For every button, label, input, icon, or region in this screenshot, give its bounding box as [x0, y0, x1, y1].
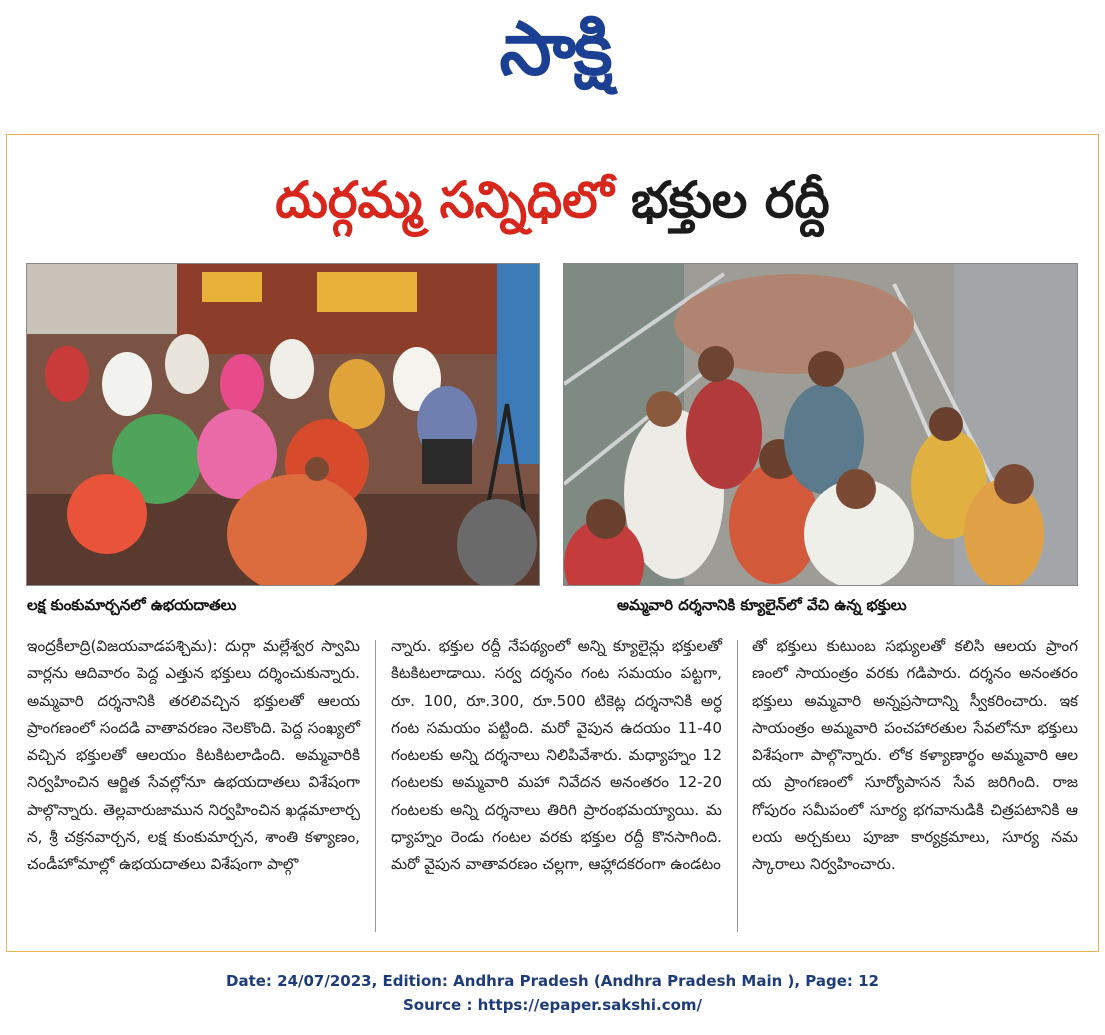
photo-caption-right: అమ్మవారి దర్శనానికి క్యూలైన్‌లో వేచి ఉన్న భక్తులు [617, 596, 907, 614]
footer-edition-info: Date: 24/07/2023, Edition: Andhra Pradesh (Andhra Pradesh Main ), Page: 12 [226, 972, 879, 990]
column-divider [375, 640, 376, 932]
article-column-2: న్నారు. భక్తుల రద్దీ నేపథ్యంలో అన్ని క్యూలైన్లు భక్తులతో కిటకిటలాడాయి. సర్వ దర్శనం గంట సమయం పట్టగా, రూ. 100, రూ.300, రూ.500 టికెట్ల దర్శనానికి అర్ధగంట సమయం పట్టింది. మరో వైపున ఉదయం 11-40 గంటలకు అన్ని దర్శనాలు నిలిపివేశారు. మధ్యాహ్నం 12 గంటలకు అమ్మవారి మహా నివేదన అనంతరం 12-20 గంటలకు అన్ని దర్శనాలు తిరిగి ప్రారంభమయ్యాయి. మధ్యాహ్నం రెండు గంటల వరకు భక్తుల రద్దీ కొనసాగింది. మరో వైపున వాతావరణం చల్లగా, ఆహ్లాదకరంగా ఉండటం [391, 637, 722, 874]
sakshi-logo: సాక్షి [499, 5, 611, 92]
article-column-1: ఇంద్రకీలాద్రి(విజయవాడపశ్చిమ): దుర్గా మల్లేశ్వర స్వామి వార్లను ఆదివారం పెద్ద ఎత్తున భక్తులు దర్శించుకున్నారు. అమ్మవారి దర్శనానికి తరలివచ్చిన భక్తులతో ఆలయ ప్రాంగణంలో సందడి వాతావరణం నెలకొంది. పెద్ద సంఖ్యలో వచ్చిన భక్తులతో ఆలయం కిటకిటలాడింది. అమ్మవారికి నిర్వహించిన ఆర్జిత సేవల్లోనూ ఉభయదాతలు విశేషంగా పాల్గొన్నారు. తెల్లవారుజామున నిర్వహించిన ఖడ్గమాలార్చన, శ్రీ చక్రనవార్చన, లక్ష కుంకుమార్చన, శాంతి కళ్యాణం, చండీహోమాల్లో ఉభయదాతలు విశేషంగా పాల్గొ [27, 637, 360, 874]
headline-part-dark: భక్తుల రద్దీ [631, 171, 830, 229]
photo-queue-line [563, 263, 1078, 586]
masthead [0, 0, 1105, 134]
article-column-3: తో భక్తులు కుటుంబ సభ్యులతో కలిసి ఆలయ ప్రాంగణంలో సాయంత్రం వరకు గడిపారు. దర్శనం అనంతరం భక్తులు అమ్మవారి అన్నప్రసాదాన్ని స్వీకరించారు. ఇక సాయంత్రం అమ్మవారి పంచహారతుల సేవలోనూ భక్తులు విశేషంగా పాల్గొన్నారు. లోక కళ్యాణార్థం అమ్మవారి ఆలయ ప్రాంగణంలో సూర్యోపాసన సేవ జరిగింది. రాజగోపురం సమీపంలో సూర్య భగవానుడికి చిత్రపటానికి ఆలయ అర్చకులు పూజా కార్యక్రమాలు, సూర్య నమస్కారాలు నిర్వహించారు. [752, 637, 1078, 874]
photo-temple-ritual [26, 263, 540, 586]
photo-caption-left: లక్ష కుంకుమార్చనలో ఉభయదాతలు [27, 596, 237, 614]
headline [0, 160, 1105, 240]
headline-part-red: దుర్గమ్మ సన్నిధిలో [275, 171, 614, 229]
column-divider [737, 640, 738, 932]
footer-source: Source : https://epaper.sakshi.com/ [402, 996, 702, 1014]
